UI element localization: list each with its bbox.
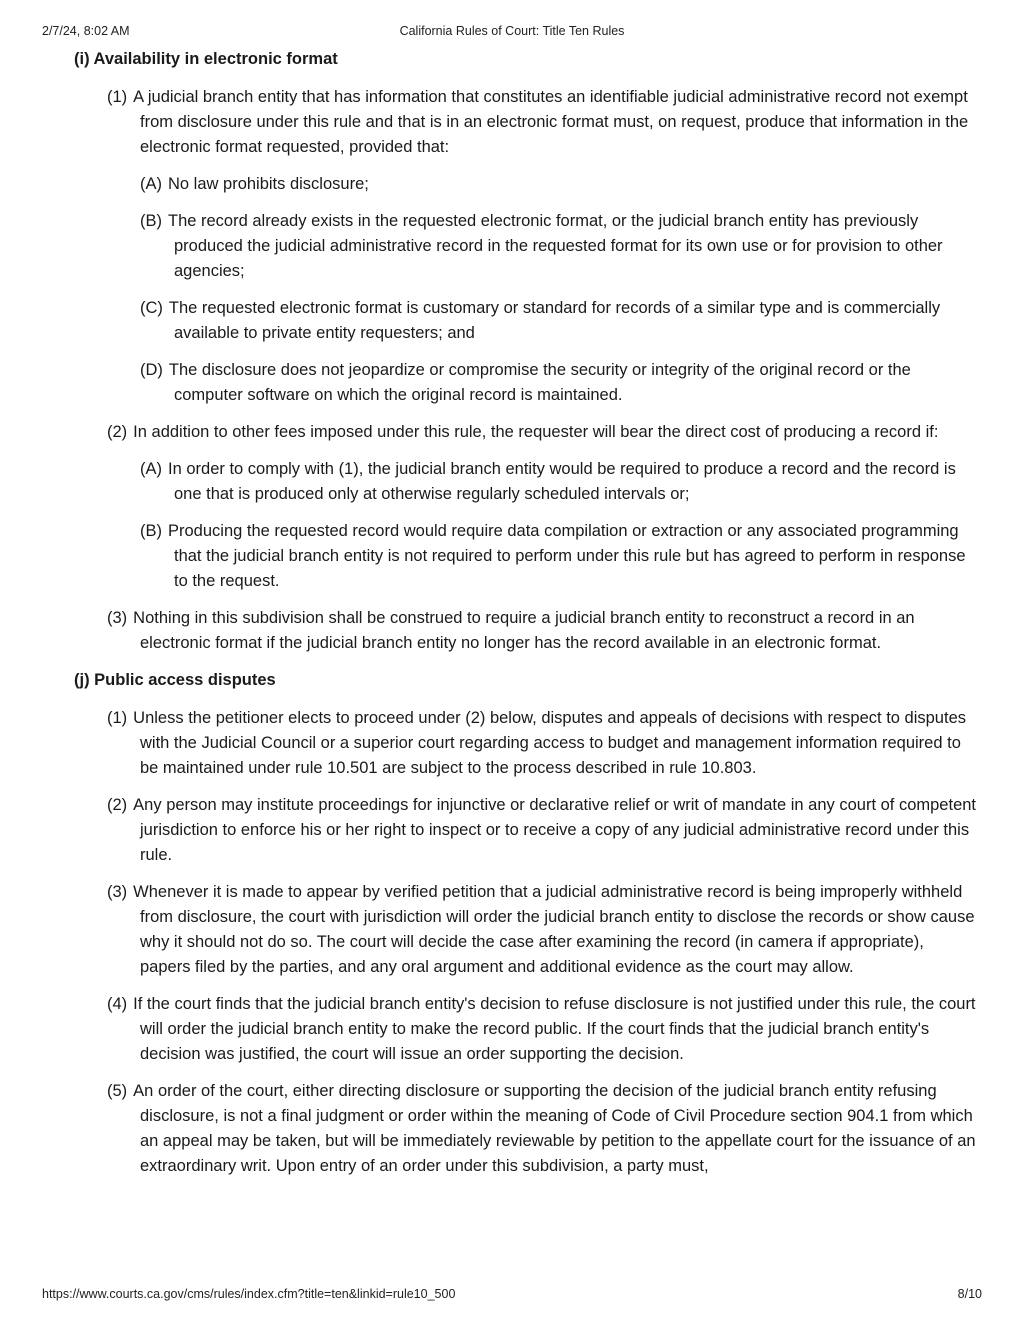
list-item: [107, 706, 976, 781]
item-text: An order of the court, either directing disclosure or supporting the decision of the judicial branch entity refusing disclosure, is not a final judgment or order within the meaning of Code of Civil Procedure section 904.1 from which an appeal may be taken, but will be immediately reviewable by petition to the appellate court for the issuance of an extraordinary writ. Upon entry of an order under this subdivision, a party must,: [133, 1082, 976, 1175]
list-item: [107, 1079, 976, 1179]
list-item: [107, 992, 976, 1067]
print-header: [42, 24, 982, 40]
list-item: [107, 606, 976, 656]
item-number: (A): [140, 460, 162, 478]
list-subitem: [140, 172, 976, 197]
section-heading-j: (j) Public access disputes: [74, 671, 276, 689]
item-text: The disclosure does not jeopardize or compromise the security or integrity of the original record or the computer software on which the original record is maintained.: [168, 361, 911, 404]
page-number: 8/10: [957, 1287, 982, 1301]
item-number: (C): [140, 299, 163, 317]
item-number: (3): [107, 609, 128, 627]
item-number: (B): [140, 522, 162, 540]
page-url[interactable]: https://www.courts.ca.gov/cms/rules/index.cfm?title=ten&linkid=rule10_500: [42, 1287, 456, 1301]
item-text: Any person may institute proceedings for injunctive or declarative relief or writ of mandate in any court of competent jurisdiction to enforce his or her right to inspect or to receive a copy of any judicial administrative record under this rule.: [133, 796, 977, 864]
item-number: (D): [140, 361, 163, 379]
list-subitem: [140, 209, 976, 284]
list-item: [107, 85, 976, 160]
item-text: The requested electronic format is customary or standard for records of a similar type and is commercially available to private entity requesters; and: [168, 299, 941, 342]
item-text: In order to comply with (1), the judicial branch entity would be required to produce a record and the record is one that is produced only at otherwise regularly scheduled intervals or;: [168, 460, 956, 503]
item-text: Producing the requested record would require data compilation or extraction or any associated programming that the judicial branch entity is not required to perform under this rule but has agreed to perform in response to the request.: [168, 522, 966, 590]
item-text: The record already exists in the requested electronic format, or the judicial branch entity has previously produced the judicial administrative record in the requested format for its own use or for provision to other agencies;: [168, 212, 943, 280]
section-heading-i: (i) Availability in electronic format: [74, 50, 338, 68]
list-subitem: [140, 457, 976, 507]
list-subitem: [140, 296, 976, 346]
list-subitem: [140, 519, 976, 594]
item-number: (5): [107, 1082, 128, 1100]
item-text: No law prohibits disclosure;: [168, 175, 369, 193]
print-footer: [42, 1287, 982, 1303]
item-text: Nothing in this subdivision shall be construed to require a judicial branch entity to reconstruct a record in an electronic format if the judicial branch entity no longer has the record available in an electronic format.: [133, 609, 915, 652]
item-number: (4): [107, 995, 128, 1013]
item-number: (1): [107, 709, 128, 727]
list-subitem: [140, 358, 976, 408]
item-text: If the court finds that the judicial branch entity's decision to refuse disclosure is not justified under this rule, the court will order the judicial branch entity to make the record public. If the court finds that the judicial branch entity's decision was justified, the court will issue an order supporting the decision.: [133, 995, 976, 1063]
document-title: California Rules of Court: Title Ten Rules: [399, 24, 625, 38]
list-item: [107, 420, 976, 445]
item-text: Whenever it is made to appear by verified petition that a judicial administrative record is being improperly withheld from disclosure, the court with jurisdiction will order the judicial branch entity to disclose the records or show cause why it should not do so. The court will decide the case after examining the record (in camera if appropriate), papers filed by the parties, and any oral argument and additional evidence as the court may allow.: [133, 883, 975, 976]
item-text: Unless the petitioner elects to proceed under (2) below, disputes and appeals of decisions with respect to disputes with the Judicial Council or a superior court regarding access to budget and management information required to be maintained under rule 10.501 are subject to the process described in rule 10.803.: [133, 709, 966, 777]
item-number: (3): [107, 883, 128, 901]
list-item: [107, 880, 976, 980]
item-number: (2): [107, 796, 128, 814]
item-number: (2): [107, 423, 128, 441]
item-text: In addition to other fees imposed under this rule, the requester will bear the direct cost of producing a record if:: [133, 423, 939, 441]
print-datetime: 2/7/24, 8:02 AM: [42, 24, 130, 38]
list-item: [107, 793, 977, 868]
item-number: (A): [140, 175, 162, 193]
item-text: A judicial branch entity that has information that constitutes an identifiable judicial administrative record not exempt from disclosure under this rule and that is in an electronic format must, on request, produce that information in the electronic format requested, provided that:: [133, 88, 969, 156]
rule-content: [0, 47, 1024, 1191]
item-number: (1): [107, 88, 128, 106]
item-number: (B): [140, 212, 162, 230]
